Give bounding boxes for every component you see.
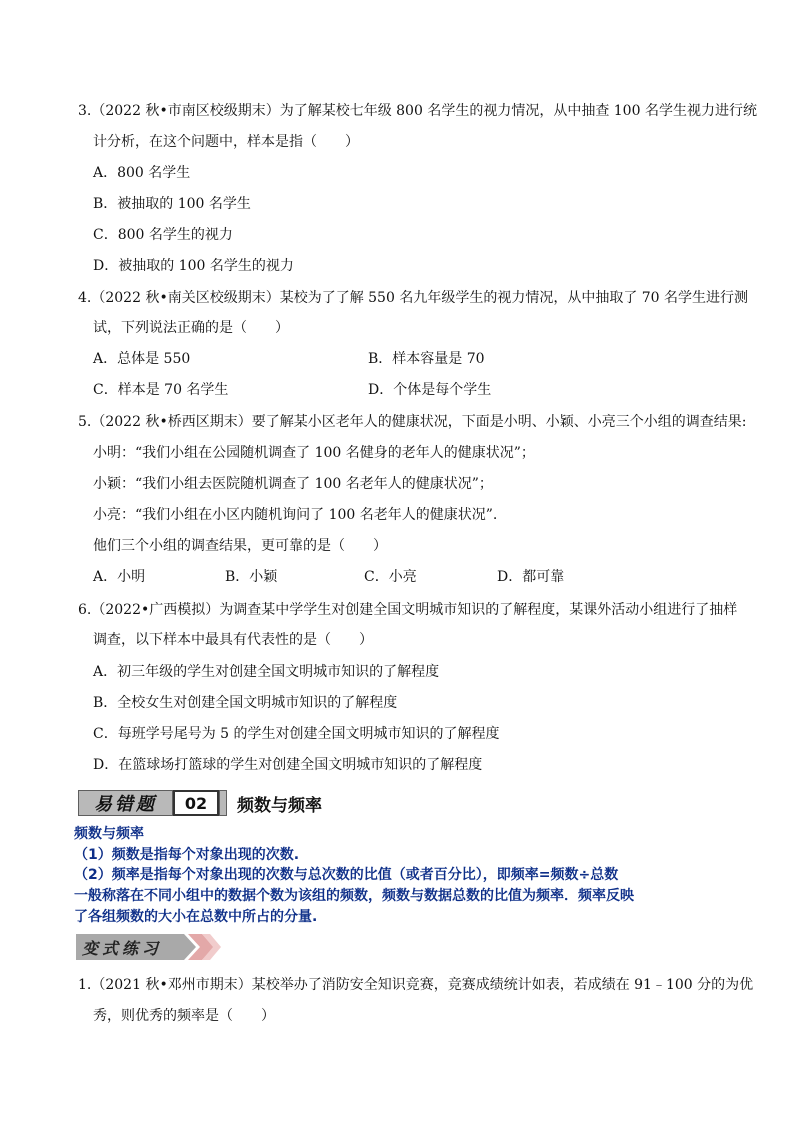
section-banner-end bbox=[219, 790, 227, 816]
question-5-line-1 bbox=[78, 412, 746, 432]
question-6-line-2: 调查，以下样本中最具有代表性的是（ ） bbox=[93, 632, 373, 648]
question-3-line-1 bbox=[78, 101, 757, 121]
section-title: 频数与频率 bbox=[237, 795, 322, 816]
question-5-option-d: D．都可靠 bbox=[497, 569, 565, 585]
question-5-prompt: 他们三个小组的调查结果，更可靠的是（ ） bbox=[93, 538, 387, 554]
knowledge-line-4: 了各组频数的大小在总数中所占的分量. bbox=[74, 909, 318, 925]
question-4-option-b: B．样本容量是 70 bbox=[368, 351, 485, 367]
section-tag: 易错题 bbox=[78, 790, 173, 816]
question-4-number: 4. bbox=[78, 290, 92, 306]
question-6-number: 6. bbox=[78, 602, 92, 618]
question-3-option-a: A．800 名学生 bbox=[93, 165, 191, 181]
question-5-quote-xiaoying: 小颖：“我们小组去医院随机调查了 100 名老年人的健康状况”； bbox=[93, 476, 493, 492]
question-5-option-a: A．小明 bbox=[93, 569, 146, 585]
question-4-option-a: A．总体是 550 bbox=[93, 351, 191, 367]
question-5-quote-xiaoming: 小明：“我们小组在公园随机调查了 100 名健身的老年人的健康状况”； bbox=[93, 445, 535, 461]
question-5-stem: （2022 秋•桥西区期末）要了解某小区老年人的健康状况，下面是小明、小颖、小亮三个小组的调查结果: bbox=[91, 414, 747, 430]
knowledge-line-2: （2）频率是指每个对象出现的次数与总次数的比值（或者百分比），即频率=频数÷总数 bbox=[74, 867, 619, 883]
question-5-quote-xiaoliang: 小亮：“我们小组在小区内随机询问了 100 名老年人的健康状况”. bbox=[93, 507, 498, 523]
question-6-option-b: B．全校女生对创建全国文明城市知识的了解程度 bbox=[93, 695, 398, 711]
variant-question-1-number: 1. bbox=[78, 977, 92, 993]
variant-question-1-stem: （2021 秋•邓州市期末）某校举办了消防安全知识竞赛，竞赛成绩统计如表，若成绩在 91﹣100 分的为优 bbox=[91, 977, 754, 993]
question-4-line-2: 试，下列说法正确的是（ ） bbox=[93, 320, 289, 336]
section-banner bbox=[78, 789, 322, 817]
knowledge-line-1: （1）频数是指每个对象出现的次数. bbox=[74, 847, 300, 863]
question-4-option-d: D．个体是每个学生 bbox=[368, 382, 492, 398]
question-6-option-c: C．每班学号尾号为 5 的学生对创建全国文明城市知识的了解程度 bbox=[93, 726, 500, 742]
question-3-number: 3. bbox=[78, 103, 92, 119]
question-3-option-b: B．被抽取的 100 名学生 bbox=[93, 196, 251, 212]
question-3-option-d: D．被抽取的 100 名学生的视力 bbox=[93, 258, 294, 274]
variant-label: 变式练习 bbox=[82, 939, 163, 958]
variant-question-1-line-2: 秀，则优秀的频率是（ ） bbox=[93, 1008, 275, 1024]
question-6-option-d: D．在篮球场打篮球的学生对创建全国文明城市知识的了解程度 bbox=[93, 757, 483, 773]
question-4-stem: （2022 秋•南关区校级期末）某校为了了解 550 名九年级学生的视力情况，从中抽取了 70 名学生进行测 bbox=[91, 290, 749, 306]
question-3-line-2: 计分析，在这个问题中，样本是指（ ） bbox=[93, 134, 359, 150]
question-4-option-c: C．样本是 70 名学生 bbox=[93, 382, 229, 398]
knowledge-line-3: 一般称落在不同小组中的数据个数为该组的频数，频数与数据总数的比值为频率．频率反映 bbox=[74, 888, 634, 904]
question-6-line-1 bbox=[78, 600, 737, 620]
variant-question-1-line-1 bbox=[78, 975, 753, 995]
knowledge-heading: 频数与频率 bbox=[74, 826, 144, 842]
question-3-stem: （2022 秋•市南区校级期末）为了解某校七年级 800 名学生的视力情况，从中抽查 100 名学生视力进行统 bbox=[91, 103, 757, 119]
section-number: 02 bbox=[173, 790, 219, 816]
question-5-number: 5. bbox=[78, 414, 92, 430]
question-3-option-c: C．800 名学生的视力 bbox=[93, 227, 233, 243]
question-5-option-c: C．小亮 bbox=[364, 569, 417, 585]
question-5-option-b: B．小颖 bbox=[225, 569, 278, 585]
question-4-line-1 bbox=[78, 288, 748, 308]
question-6-option-a: A．初三年级的学生对创建全国文明城市知识的了解程度 bbox=[93, 664, 440, 680]
variant-practice-banner bbox=[76, 932, 221, 962]
question-6-stem: （2022•广西模拟）为调查某中学学生对创建全国文明城市知识的了解程度，某课外活动小组进行了抽样 bbox=[91, 602, 738, 618]
